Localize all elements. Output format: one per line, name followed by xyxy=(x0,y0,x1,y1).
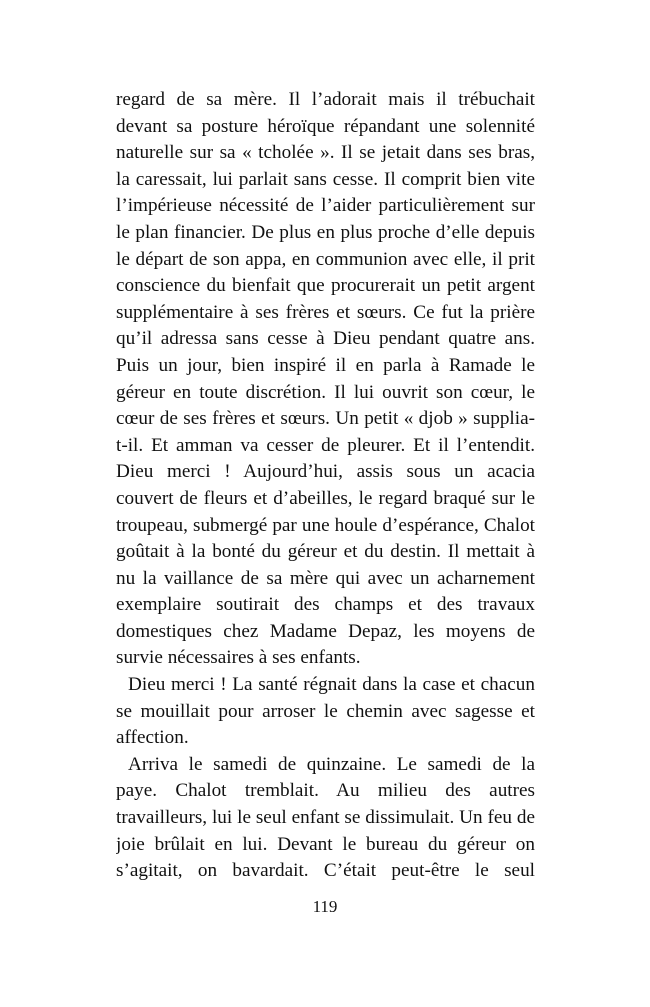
text-line: l’impérieuse nécessité de l’aider particulièrement sur xyxy=(116,195,535,217)
paragraph-end-line: survie nécessaires à ses enfants. xyxy=(116,647,361,669)
text-line: paye. Chalot tremblait. Au milieu des autres xyxy=(116,780,535,802)
text-line: le départ de son appa, en communion avec elle, il prit xyxy=(116,248,535,270)
text-line: regard de sa mère. Il l’adorait mais il trébuchait xyxy=(116,89,535,110)
text-line: géreur en toute discrétion. Il lui ouvrit son cœur, le xyxy=(116,381,535,403)
text-line: troupeau, submergé par une houle d’espérance, Chalot xyxy=(116,514,535,536)
text-line: naturelle sur sa « tcholée ». Il se jetait dans ses bras, xyxy=(116,142,535,164)
paragraph-start-line: Arriva le samedi de quinzaine. Le samedi de la xyxy=(128,753,535,775)
page-number: 119 xyxy=(312,897,338,916)
text-line: la caressait, lui parlait sans cesse. Il comprit bien vite xyxy=(116,168,535,190)
paragraph-end-line: affection. xyxy=(116,727,189,749)
text-line: se mouillait pour arroser le chemin avec sagesse et xyxy=(116,700,535,722)
paragraph-start-line: Dieu merci ! La santé régnait dans la case et chacun xyxy=(128,674,535,696)
text-line: nu la vaillance de sa mère qui avec un acharnement xyxy=(116,567,535,589)
text-line: Dieu merci ! Aujourd’hui, assis sous un acacia xyxy=(116,461,535,483)
text-line: joie brûlait en lui. Devant le bureau du géreur on xyxy=(116,833,535,855)
text-line: conscience du bienfait que procurerait un petit argent xyxy=(116,275,535,297)
text-line: cœur de ses frères et sœurs. Un petit « djob » supplia- xyxy=(116,408,535,430)
body-text xyxy=(116,87,535,885)
text-line: Puis un jour, bien inspiré il en parla à Ramade le xyxy=(116,354,535,376)
text-line: supplémentaire à ses frères et sœurs. Ce fut la prière xyxy=(116,301,535,323)
text-line: domestiques chez Madame Depaz, les moyens de xyxy=(116,620,535,642)
text-line: exemplaire soutirait des champs et des travaux xyxy=(116,594,535,616)
text-line: t-il. Et amman va cesser de pleurer. Et il l’entendit. xyxy=(116,434,535,456)
text-line: couvert de fleurs et d’abeilles, le regard braqué sur le xyxy=(116,487,535,509)
text-line: le plan financier. De plus en plus proche d’elle depuis xyxy=(116,221,535,243)
text-line: s’agitait, on bavardait. C’était peut-être le seul xyxy=(116,860,535,882)
text-line: qu’il adressa sans cesse à Dieu pendant quatre ans. xyxy=(116,328,535,350)
text-line: goûtait à la bonté du géreur et du destin. Il mettait à xyxy=(116,541,535,563)
text-line: devant sa posture héroïque répandant une solennité xyxy=(116,115,535,137)
text-line: travailleurs, lui le seul enfant se dissimulait. Un feu de xyxy=(116,807,535,829)
